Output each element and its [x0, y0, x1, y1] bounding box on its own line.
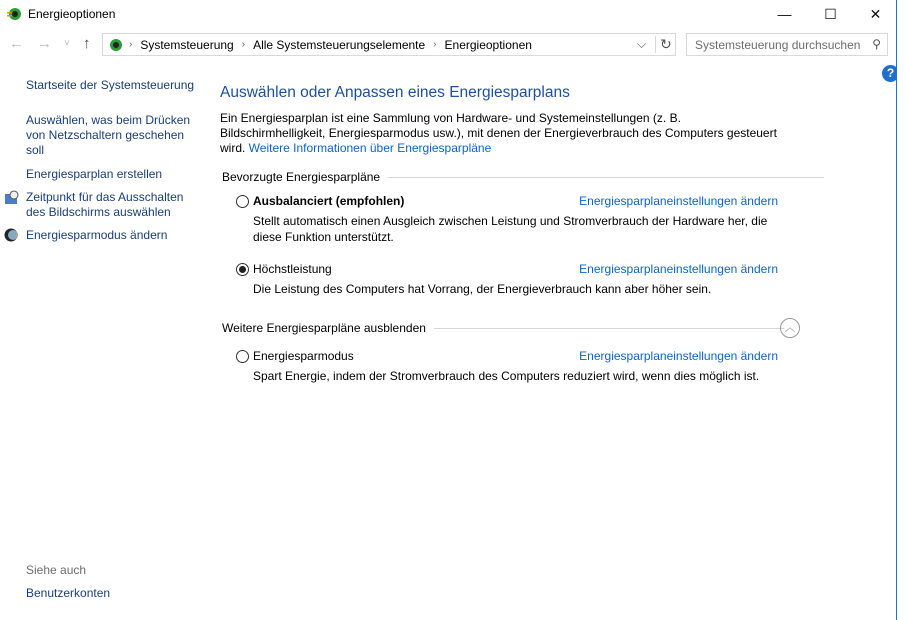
- plan-description: Stellt automatisch einen Ausgleich zwischen Leistung und Stromverbrauch der Hardware her, die diese Funktion unterstützt.: [253, 214, 768, 244]
- back-button[interactable]: ←: [9, 35, 24, 52]
- plan-radio-balanced[interactable]: [236, 195, 249, 208]
- plan-name: Ausbalanciert (empfohlen): [253, 194, 405, 208]
- plan-radio-high-performance[interactable]: [236, 263, 249, 276]
- display-clock-icon: [4, 190, 19, 205]
- collapse-chevron-up-icon[interactable]: ︿: [780, 318, 800, 338]
- sidebar-item-sleep-mode[interactable]: Energiesparmodus ändern: [26, 228, 168, 242]
- see-also-user-accounts[interactable]: Benutzerkonten: [26, 586, 111, 600]
- sidebar-item-power-buttons[interactable]: Auswählen, was beim Drücken von Netzschaltern geschehen soll: [26, 113, 191, 157]
- help-button[interactable]: ?: [882, 65, 899, 82]
- recent-locations-button[interactable]: ˅: [64, 38, 70, 49]
- more-plans-label: Weitere Energiesparpläne ausblenden: [222, 321, 426, 335]
- preferred-plans-label: Bevorzugte Energiesparpläne: [222, 170, 381, 184]
- breadcrumb-systemsteuerung[interactable]: Systemsteuerung: [140, 37, 234, 52]
- plan-settings-link[interactable]: Energiesparplaneinstellungen ändern: [579, 349, 778, 363]
- more-info-link[interactable]: Weitere Informationen über Energiesparpläne: [248, 141, 492, 155]
- minimize-button[interactable]: —: [777, 6, 792, 22]
- intro-text: [220, 111, 780, 156]
- plan-radio-power-saver[interactable]: [236, 350, 249, 363]
- search-icon[interactable]: ⚲: [872, 37, 881, 51]
- maximize-button[interactable]: ☐: [824, 5, 837, 22]
- intro-body: Ein Energiesparplan ist eine Sammlung von Hardware- und Systemeinstellungen (z. B. Bildschirmhelligkeit, Energiesparmodus usw.), mit denen der Energieverbrauch des Computers gesteuert wird.: [220, 111, 777, 155]
- plan-description: Die Leistung des Computers hat Vorrang, der Energieverbrauch kann aber höher sein.: [253, 282, 712, 296]
- close-button[interactable]: ✕: [869, 5, 882, 22]
- sleep-moon-icon: [4, 228, 19, 243]
- see-also-heading: Siehe auch: [26, 563, 87, 577]
- address-bar[interactable]: [102, 33, 676, 56]
- sidebar-item-display-off[interactable]: Zeitpunkt für das Ausschalten des Bildschirms auswählen: [26, 190, 184, 219]
- sidebar-item-home[interactable]: Startseite der Systemsteuerung: [26, 78, 195, 92]
- up-button[interactable]: ↑: [83, 35, 91, 52]
- power-options-icon: [6, 6, 22, 22]
- breadcrumb-energieoptionen[interactable]: Energieoptionen: [444, 37, 532, 52]
- page-title: Auswählen oder Anpassen eines Energiesparplans: [220, 84, 570, 101]
- forward-button[interactable]: →: [37, 35, 52, 52]
- background-window: [897, 0, 905, 620]
- search-placeholder: Systemsteuerung durchsuchen: [695, 38, 861, 52]
- plan-name: Energiesparmodus: [253, 349, 354, 363]
- navigation-bar: [0, 33, 896, 57]
- sidebar-item-create-plan[interactable]: Energiesparplan erstellen: [26, 167, 163, 181]
- chevron-right-icon: ›: [241, 39, 246, 50]
- chevron-right-icon: ›: [433, 39, 437, 50]
- control-panel-icon: [107, 37, 123, 53]
- plan-description: Spart Energie, indem der Stromverbrauch des Computers reduziert wird, wenn dies möglich ist.: [253, 369, 760, 383]
- plan-settings-link[interactable]: Energiesparplaneinstellungen ändern: [579, 262, 778, 276]
- breadcrumb-alle-elemente[interactable]: Alle Systemsteuerungselemente: [253, 37, 426, 52]
- address-dropdown-button[interactable]: ⌵: [637, 37, 647, 51]
- window-title: Energieoptionen: [28, 7, 116, 21]
- plan-settings-link[interactable]: Energiesparplaneinstellungen ändern: [579, 194, 778, 208]
- chevron-right-icon: ›: [129, 39, 133, 50]
- search-input[interactable]: [686, 33, 888, 56]
- plan-name: Höchstleistung: [253, 262, 332, 276]
- more-plans-group: [222, 321, 784, 335]
- refresh-button[interactable]: ↻: [655, 36, 672, 53]
- preferred-plans-group: [222, 170, 824, 184]
